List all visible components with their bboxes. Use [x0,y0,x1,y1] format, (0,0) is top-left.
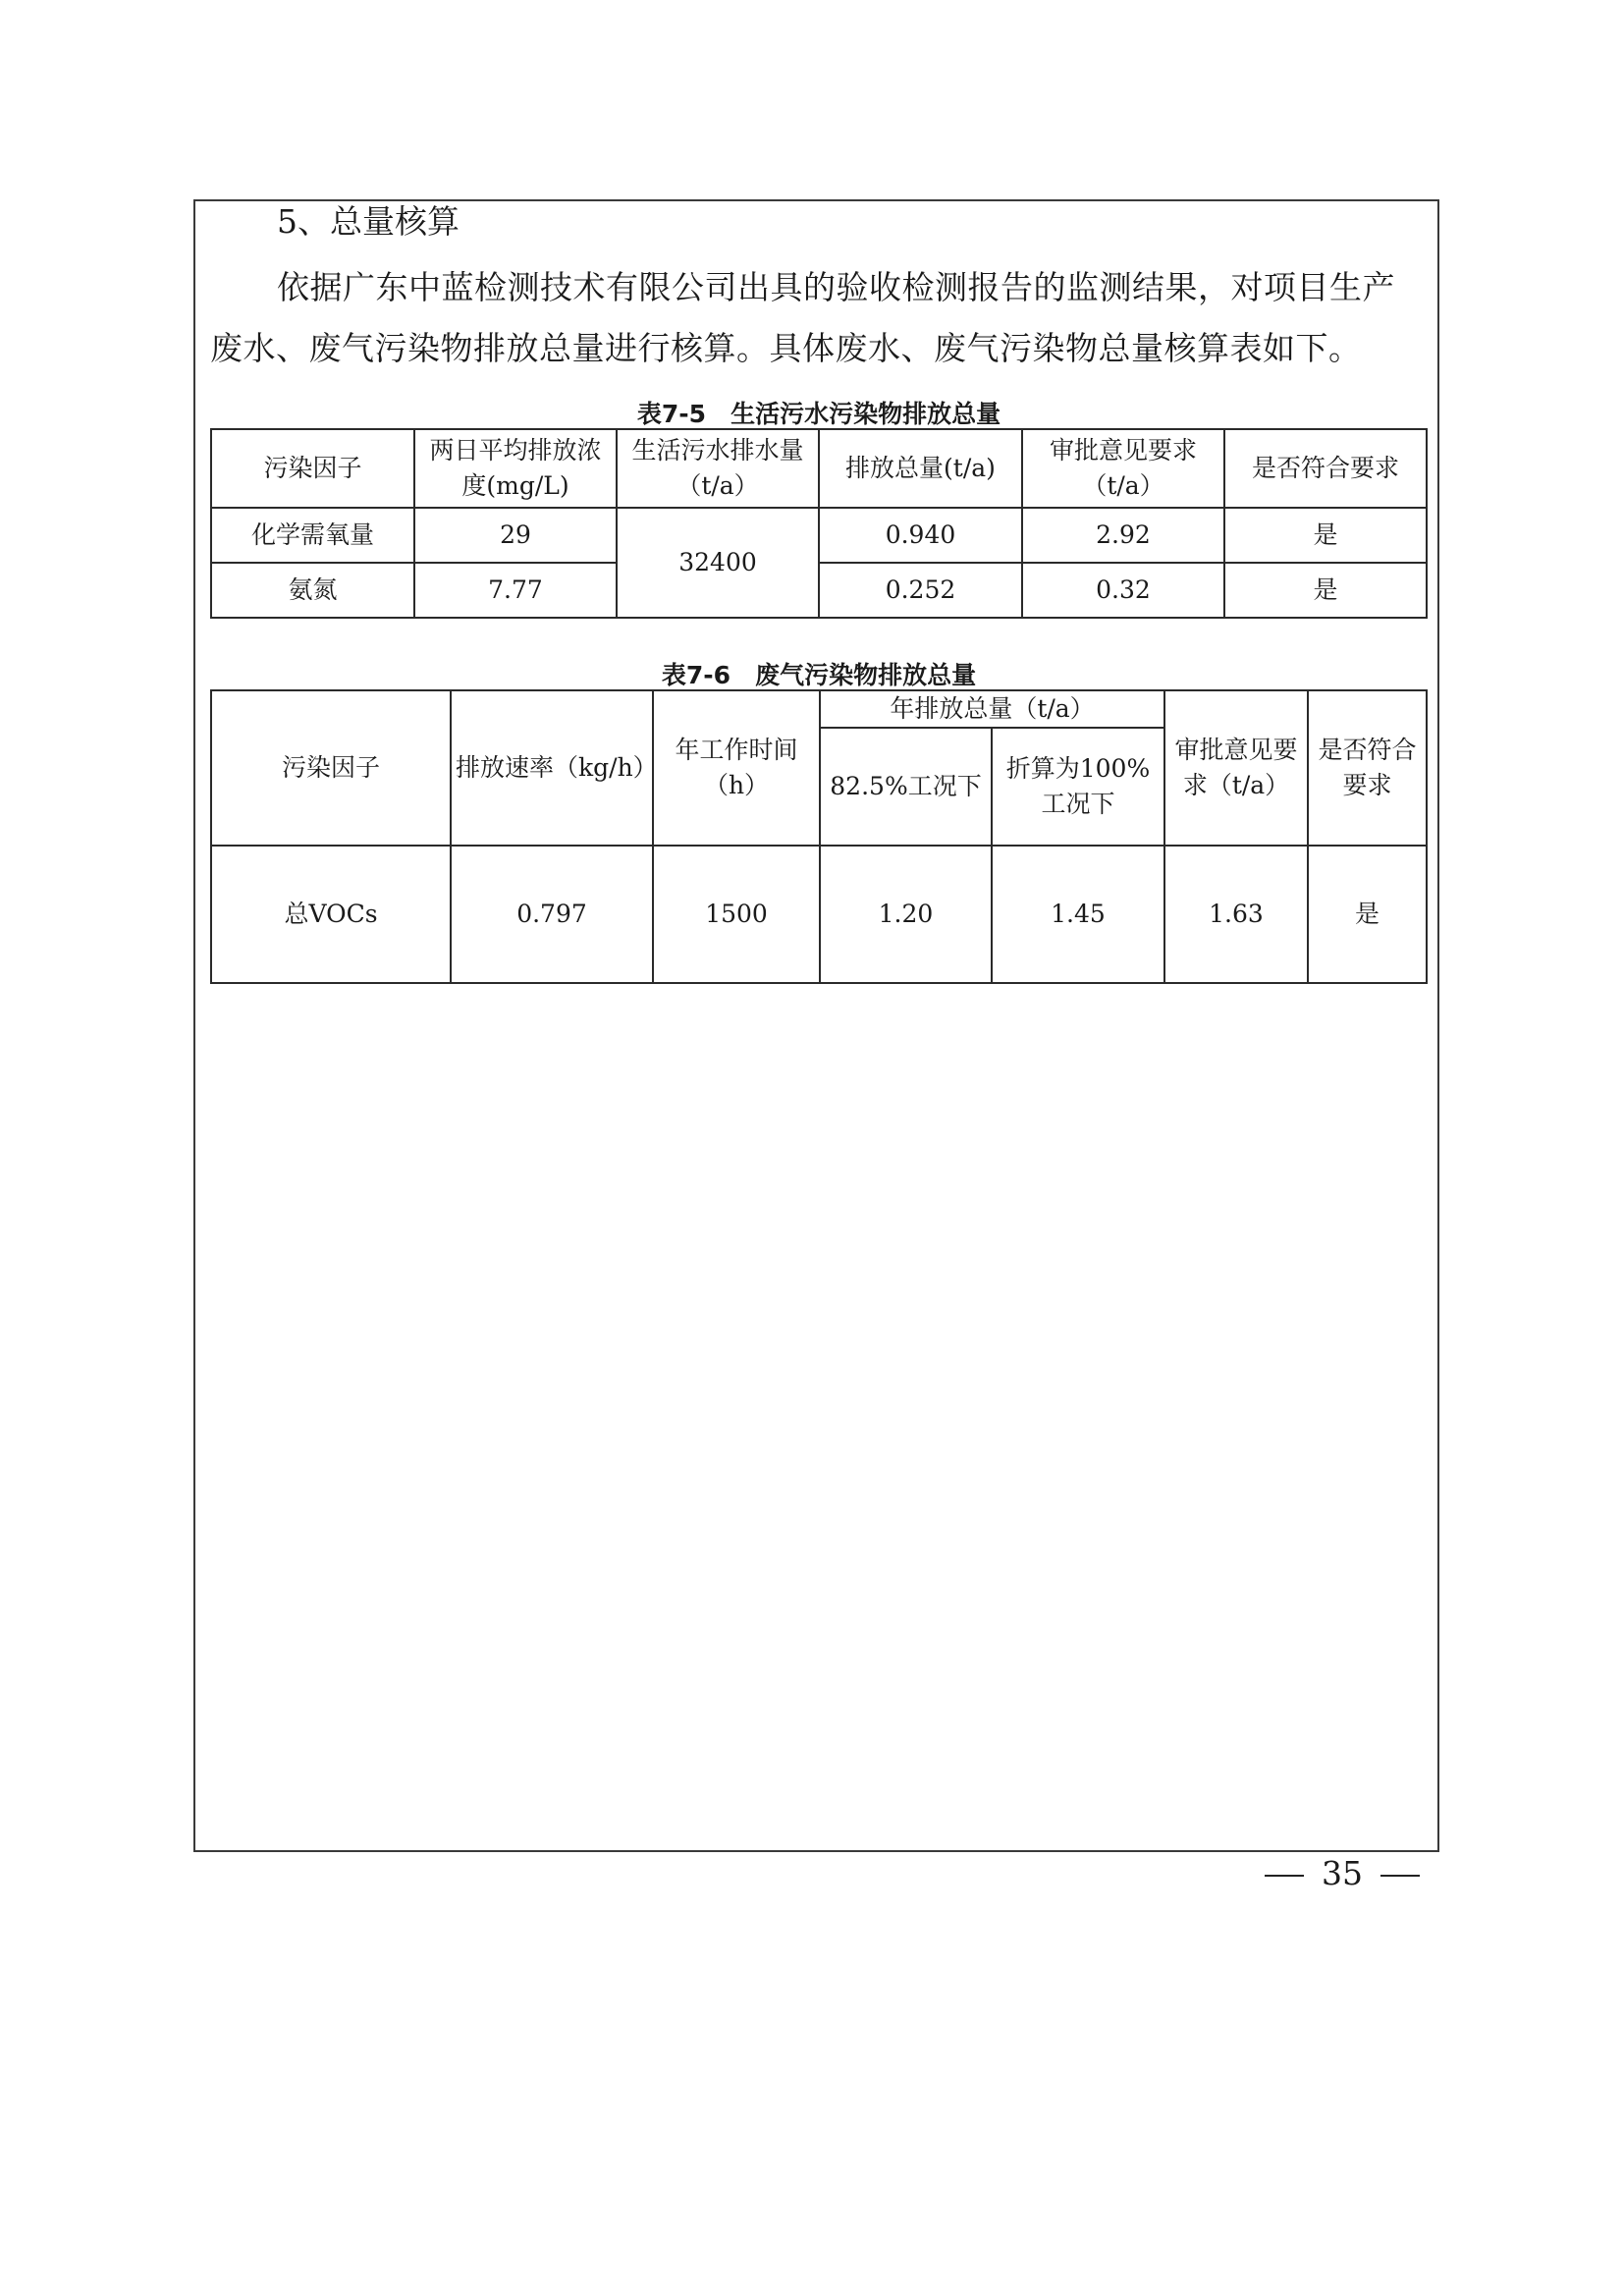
header-cell: 污染因子 [211,690,451,846]
section-heading: 5、总量核算 [277,202,460,241]
table-header-row [211,429,1427,508]
header-cell: 是否符合要求 [1308,690,1427,846]
table-header-row [211,690,1427,728]
factor-cell: 总VOCs [211,846,451,983]
page-number [1247,1854,1443,1892]
header-cell: 排放速率（kg/h） [451,690,653,846]
header-cell: 生活污水排水量（t/a） [617,429,819,508]
table-row [211,563,1427,618]
header-cell: 是否符合要求 [1224,429,1427,508]
factor-cell: 化学需氧量 [211,508,414,563]
hours-cell: 1500 [653,846,820,983]
wastewater-table [210,428,1428,619]
total-cell: 0.940 [819,508,1022,563]
concentration-cell: 7.77 [414,563,617,618]
header-cell: 排放总量(t/a) [819,429,1022,508]
section-paragraph: 依据广东中蓝检测技术有限公司出具的验收检测报告的监测结果，对项目生产废水、废气污染物排放总量进行核算。具体废水、废气污染物总量核算表如下。 [210,268,1395,367]
header-cell: 污染因子 [211,429,414,508]
compliance-cell: 是 [1308,846,1427,983]
annual-100-cell: 1.45 [992,846,1164,983]
water-volume-cell: 32400 [617,508,819,618]
header-cell: 审批意见要求（t/a） [1022,429,1224,508]
compliance-cell: 是 [1224,508,1427,563]
header-cell: 年工作时间（h） [653,690,820,846]
annual-825-cell: 1.20 [820,846,992,983]
page-number-text: 35 [1322,1854,1363,1892]
table2-caption: 表7-6 废气污染物排放总量 [661,661,977,689]
waste-gas-table [210,689,1428,984]
table-row [211,508,1427,563]
header-cell: 审批意见要求（t/a） [1164,690,1308,846]
header-cell: 两日平均排放浓度(mg/L) [414,429,617,508]
dash-right [1380,1875,1420,1877]
header-cell: 82.5%工况下 [820,728,992,846]
header-cell: 年排放总量（t/a） [820,690,1164,728]
limit-cell: 2.92 [1022,508,1224,563]
dash-left [1265,1875,1304,1877]
factor-cell: 氨氮 [211,563,414,618]
limit-cell: 1.63 [1164,846,1308,983]
limit-cell: 0.32 [1022,563,1224,618]
table-row [211,846,1427,983]
header-cell: 折算为100%工况下 [992,728,1164,846]
rate-cell: 0.797 [451,846,653,983]
compliance-cell: 是 [1224,563,1427,618]
total-cell: 0.252 [819,563,1022,618]
concentration-cell: 29 [414,508,617,563]
table1-caption: 表7-5 生活污水污染物排放总量 [636,400,1001,428]
